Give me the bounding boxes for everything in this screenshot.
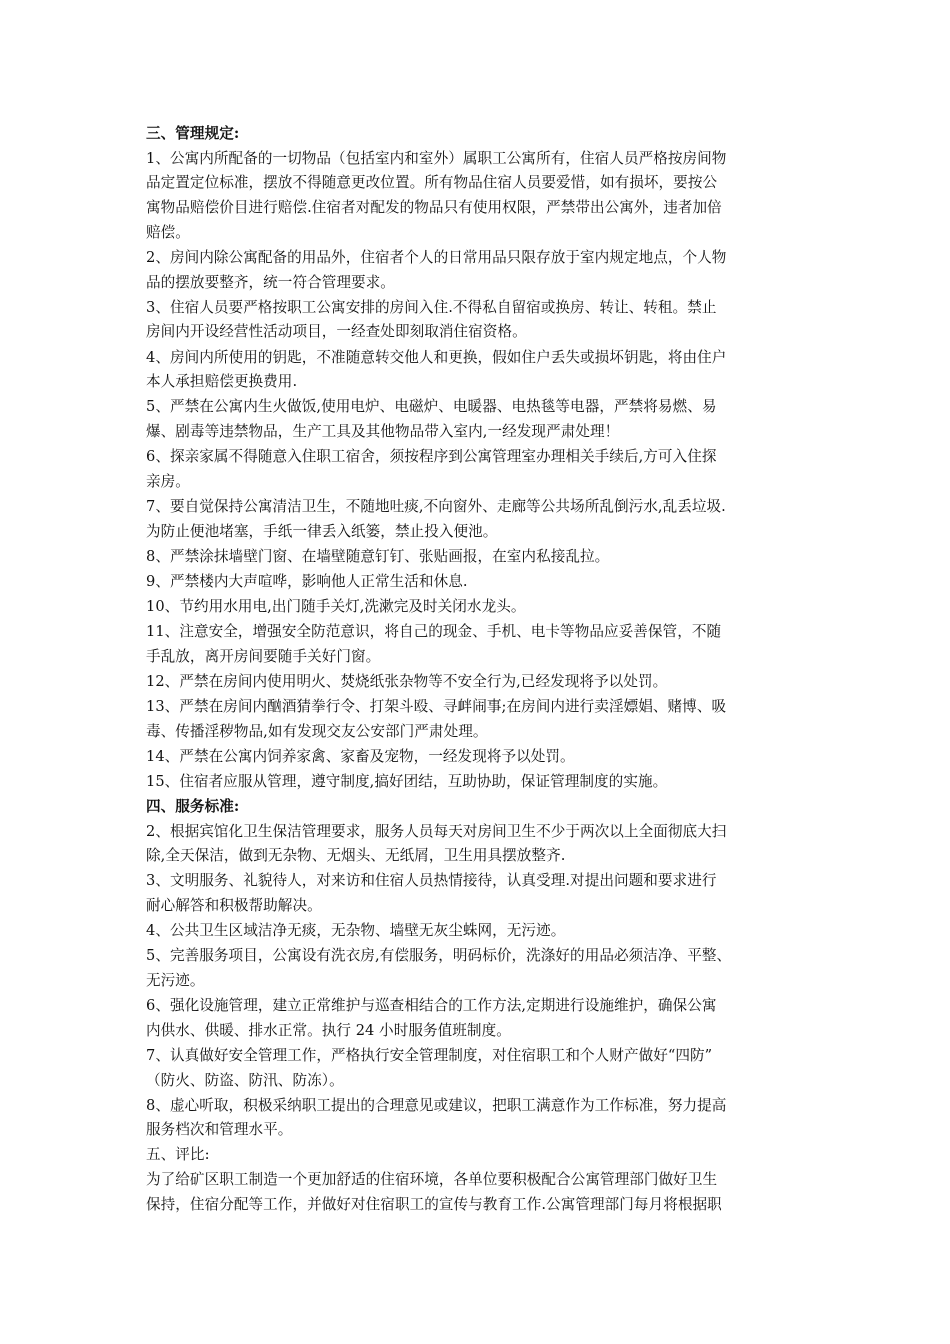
paragraph [146,346,806,395]
paragraph-line: 1、公寓内所配备的一切物品（包括室内和室外）属职工公寓所有，住宿人员严格按房间物 [146,149,727,167]
paragraph-line: 服务档次和管理水平。 [146,1121,293,1139]
paragraph-line: 12、严禁在房间内使用明火、焚烧纸张杂物等不安全行为,已经发现将予以处罚。 [146,672,668,690]
document-page [146,122,806,1218]
paragraph-line: （防火、防盗、防汛、防冻）。 [146,1071,344,1089]
paragraph [146,495,806,544]
paragraph [146,869,806,918]
paragraph-line: 7、要自觉保持公寓清洁卫生，不随地吐痰,不向窗外、走廊等公共场所乱倒污水,乱丢垃圾. [146,497,726,515]
paragraph-line: 品的摆放要整齐，统一符合管理要求。 [146,273,395,291]
paragraph [146,545,806,570]
paragraph-line: 为了给矿区职工制造一个更加舒适的住宿环境，各单位要积极配合公寓管理部门做好卫生 [146,1171,718,1189]
paragraph-line: 2、房间内除公寓配备的用品外，住宿者个人的日常用品只限存放于室内规定地点，个人物 [146,248,727,266]
paragraph [146,770,806,795]
paragraph [146,395,806,444]
paragraph-line: 9、严禁楼内大声喧哗，影响他人正常生活和休息. [146,572,468,590]
paragraph [146,595,806,620]
section-title: 四、服务标准: [146,797,240,815]
paragraph-line: 爆、剧毒等违禁物品，生产工具及其他物品带入室内,一经发现严肃处理！ [146,423,620,440]
paragraph [146,296,806,345]
paragraph-line: 10、节约用水用电,出门随手关灯,洗漱完及时关闭水龙头。 [146,597,526,615]
paragraph-line: 寓物品赔偿价目进行赔偿.住宿者对配发的物品只有使用权限，严禁带出公寓外，违者加倍 [146,199,722,217]
paragraph [146,1168,806,1217]
paragraph-line: 2、根据宾馆化卫生保洁管理要求，服务人员每天对房间卫生不少于两次以上全面彻底大扫 [146,822,727,840]
paragraph-line: 耐心解答和积极帮助解决。 [146,897,322,915]
paragraph-line: 5、完善服务项目，公寓设有洗衣房,有偿服务，明码标价，洗涤好的用品必须洁净、平整、 [146,947,732,965]
paragraph [146,620,806,669]
paragraph-line: 14、严禁在公寓内饲养家禽、家畜及宠物，一经发现将予以处罚。 [146,747,575,765]
paragraph [146,695,806,744]
paragraph-line: 7、认真做好安全管理工作，严格执行安全管理制度，对住宿职工和个人财产做好“四防” [146,1046,713,1064]
paragraph-line: 4、公共卫生区域洁净无痰，无杂物、墙壁无灰尘蛛网，无污迹。 [146,922,566,940]
paragraph-line: 8、严禁涂抹墙壁门窗、在墙壁随意钉钉、张贴画报，在室内私接乱拉。 [146,547,610,565]
paragraph [146,445,806,494]
paragraph-line: 15、住宿者应服从管理，遵守制度,搞好团结，互助协助，保证管理制度的实施。 [146,772,668,790]
paragraph-line: 除,全天保洁，做到无杂物、无烟头、无纸屑，卫生用具摆放整齐. [146,847,566,865]
paragraph-line: 8、虚心听取，积极采纳职工提出的合理意见或建议，把职工满意作为工作标准，努力提高 [146,1096,727,1114]
paragraph-line: 6、强化设施管理，建立正常维护与巡查相结合的工作方法,定期进行设施维护，确保公寓 [146,997,717,1015]
paragraph-line: 4、房间内所使用的钥匙，不准随意转交他人和更换，假如住户丢失或损坏钥匙，将由住户 [146,348,727,366]
paragraph-line: 亲房。 [146,472,190,490]
section-title: 五、评比: [146,1146,210,1164]
paragraph [146,745,806,770]
paragraph-line: 毒、传播淫秽物品,如有发现交友公安部门严肃处理。 [146,722,488,740]
paragraph [146,944,806,993]
paragraph [146,820,806,869]
paragraph-line: 房间内开设经营性活动项目，一经查处即刻取消住宿资格。 [146,323,527,341]
paragraph [146,919,806,944]
section-title: 三、管理规定: [146,125,240,142]
paragraph-line: 13、严禁在房间内酗酒猜拳行令、打架斗殴、寻衅闹事;在房间内进行卖淫嫖娼、赌博、吸 [146,697,727,715]
paragraph [146,246,806,295]
paragraph-line: 本人承担赔偿更换费用. [146,373,298,391]
paragraph-line: 保持，住宿分配等工作，并做好对住宿职工的宣传与教育工作.公寓管理部门每月将根据职 [146,1195,722,1213]
paragraph-line: 6、探亲家属不得随意入住职工宿舍，须按程序到公寓管理室办理相关手续后,方可入住探 [146,448,717,466]
paragraph-line: 3、住宿人员要严格按职工公寓安排的房间入住.不得私自留宿或换房、转让、转租。禁止 [146,298,717,316]
paragraph [146,994,806,1043]
paragraph [146,670,806,695]
paragraph-line: 为防止便池堵塞，手纸一律丢入纸篓，禁止投入便池。 [146,522,498,540]
paragraph-line: 赔偿。 [146,223,190,241]
paragraph [146,570,806,595]
paragraph-line: 11、注意安全，增强安全防范意识，将自己的现金、手机、电卡等物品应妥善保管，不随 [146,622,722,640]
paragraph-line: 手乱放，离开房间要随手关好门窗。 [146,647,381,665]
paragraph [146,147,806,246]
paragraph-line: 内供水、供暖、排水正常。执行 24 小时服务值班制度。 [146,1021,511,1039]
paragraph-line: 5、严禁在公寓内生火做饭,使用电炉、电磁炉、电暖器、电热毯等电器，严禁将易燃、易 [146,398,717,416]
paragraph-line: 无污迹。 [146,971,205,989]
paragraph [146,1044,806,1093]
paragraph [146,1094,806,1143]
paragraph-line: 3、文明服务、礼貌待人，对来访和住宿人员热情接待，认真受理.对提出问题和要求进行 [146,872,717,890]
paragraph-line: 品定置定位标准，摆放不得随意更改位置。所有物品住宿人员要爱惜，如有损坏，要按公 [146,174,718,192]
